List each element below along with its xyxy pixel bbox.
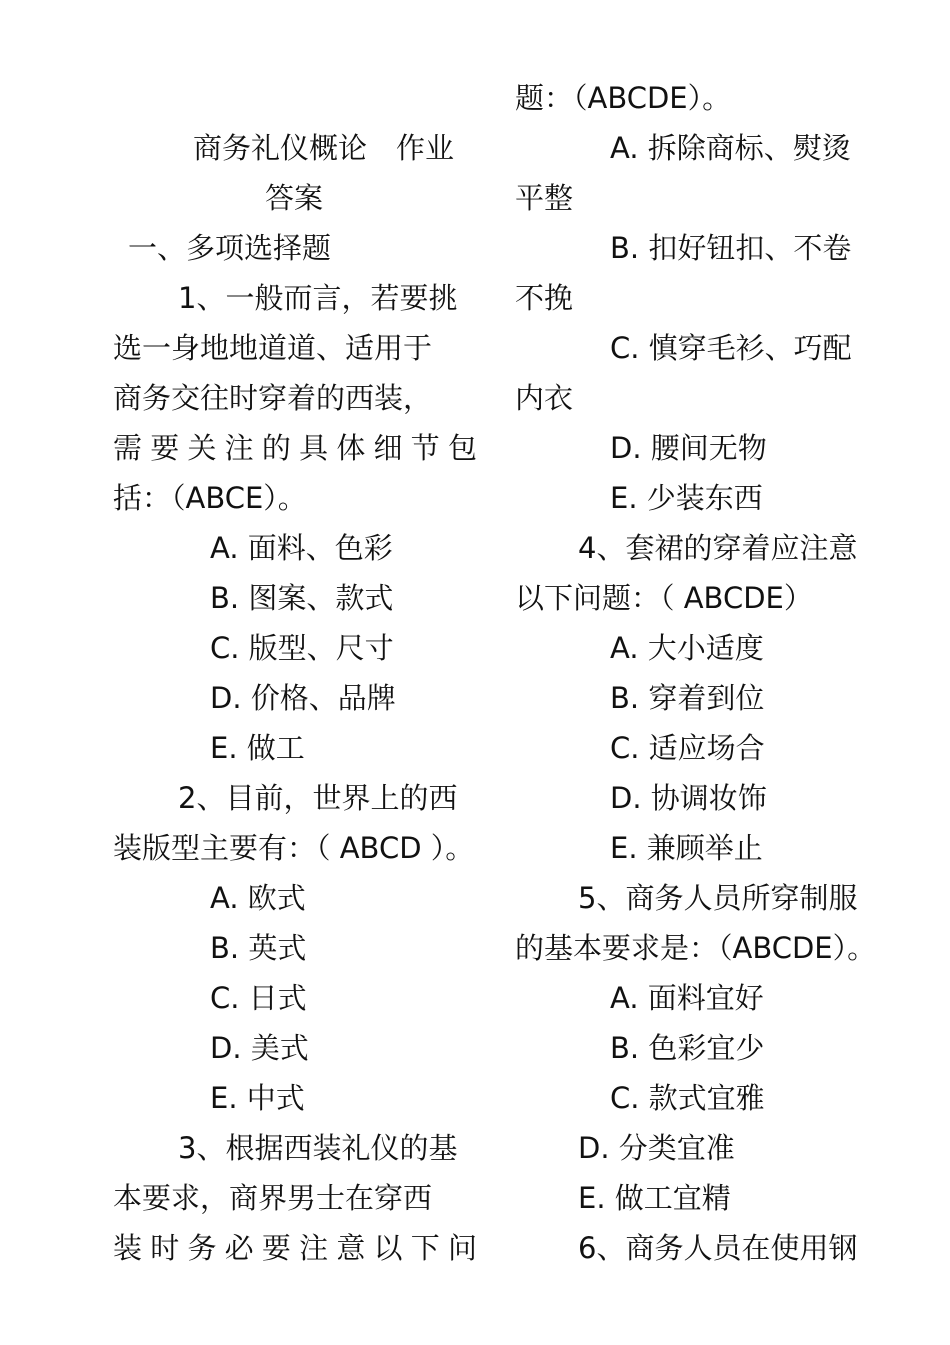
option: D. 腰间无物 <box>610 431 767 465</box>
question-6-line: 6、商务人员在使用钢 <box>578 1231 858 1265</box>
option: E. 做工 <box>210 731 305 765</box>
option: E. 做工宜精 <box>578 1181 731 1215</box>
question-2-line: 装版型主要有：（ ABCD ）。 <box>113 831 475 865</box>
option-continued: 平整 <box>515 181 574 215</box>
option: A. 面料、色彩 <box>210 531 393 565</box>
option: B. 穿着到位 <box>610 681 765 715</box>
option: C. 款式宜雅 <box>610 1081 765 1115</box>
question-3-line: 装时务必要注意以下问 <box>113 1231 477 1265</box>
option: E. 中式 <box>210 1081 305 1115</box>
question-3-line: 本要求，商界男士在穿西 <box>113 1181 433 1215</box>
option: A. 大小适度 <box>610 631 764 665</box>
section-heading: 一、多项选择题 <box>128 231 332 265</box>
question-1-line: 括：（ABCE）。 <box>113 481 307 515</box>
option: D. 价格、品牌 <box>210 681 396 715</box>
option: D. 协调妆饰 <box>610 781 767 815</box>
question-2-line: 2、目前，世界上的西 <box>178 781 458 815</box>
option: B. 英式 <box>210 931 307 965</box>
question-1-line: 需要关注的具体细节包 <box>113 431 477 465</box>
option: E. 兼顾举止 <box>610 831 763 865</box>
option: A. 欧式 <box>210 881 306 915</box>
option: B. 色彩宜少 <box>610 1031 765 1065</box>
question-1-line: 选一身地地道道、适用于 <box>113 331 433 365</box>
option: C. 适应场合 <box>610 731 765 765</box>
question-3-line: 题：（ABCDE）。 <box>515 81 732 115</box>
question-4-line: 4、套裙的穿着应注意 <box>578 531 858 565</box>
option: E. 少装东西 <box>610 481 763 515</box>
option: A. 拆除商标、熨烫 <box>610 131 851 165</box>
question-5-line: 5、商务人员所穿制服 <box>578 881 858 915</box>
question-3-line: 3、根据西装礼仪的基 <box>178 1131 458 1165</box>
option: D. 分类宜准 <box>578 1131 735 1165</box>
question-1-line: 商务交往时穿着的西装， <box>113 381 433 415</box>
question-5-line: 的基本要求是：（ABCDE）。 <box>515 931 877 965</box>
page-title: 商务礼仪概论 作业 <box>193 131 455 165</box>
option: B. 图案、款式 <box>210 581 394 615</box>
option: A. 面料宜好 <box>610 981 764 1015</box>
option: C. 版型、尺寸 <box>210 631 394 665</box>
option-continued: 内衣 <box>515 381 574 415</box>
question-4-line: 以下问题：（ ABCDE） <box>515 581 813 615</box>
option: D. 美式 <box>210 1031 309 1065</box>
option: C. 慎穿毛衫、巧配 <box>610 331 852 365</box>
page-title-continued: 答案 <box>265 181 324 215</box>
option: B. 扣好钮扣、不卷 <box>610 231 852 265</box>
question-1-line: 1、一般而言，若要挑 <box>178 281 458 315</box>
option-continued: 不挽 <box>515 281 574 315</box>
option: C. 日式 <box>210 981 307 1015</box>
